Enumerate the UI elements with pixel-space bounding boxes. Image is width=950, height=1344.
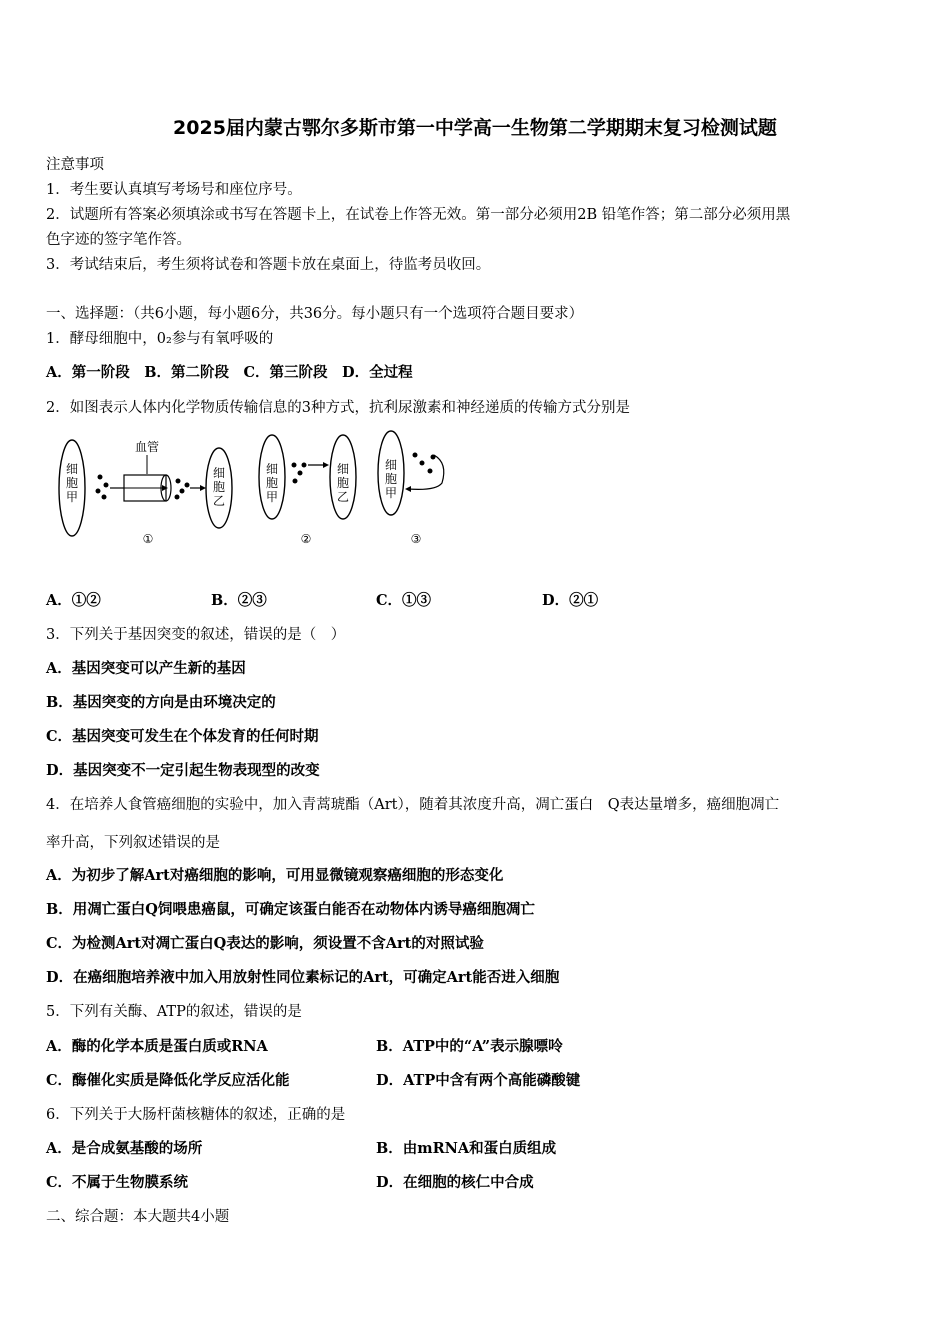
q5-option-a: A．酶的化学本质是蛋白质或RNA bbox=[46, 1038, 268, 1055]
q2-option-c: C．①③ bbox=[376, 592, 432, 609]
molecule-dot bbox=[98, 475, 103, 480]
panel-label-1: ① bbox=[142, 532, 154, 546]
molecule-dot bbox=[180, 489, 185, 494]
exam-title: 2025届内蒙古鄂尔多斯市第一中学高一生物第二学期期末复习检测试题 bbox=[173, 117, 777, 139]
q4-option-a: A．为初步了解Art对癌细胞的影响，可用显微镜观察癌细胞的形态变化 bbox=[46, 867, 504, 884]
notice-heading: 注意事项 bbox=[46, 157, 104, 173]
section2-heading: 二、综合题：本大题共4小题 bbox=[46, 1209, 230, 1225]
autocrine-arrow bbox=[408, 455, 444, 489]
molecule-dot bbox=[293, 479, 298, 484]
notice-item: 色字迹的签字笔作答。 bbox=[46, 232, 191, 248]
molecule-dot bbox=[428, 469, 433, 474]
cell-a-label: 细胞甲 bbox=[265, 462, 279, 504]
q4-option-b: B．用凋亡蛋白Q饲喂患癌鼠，可确定该蛋白能否在动物体内诱导癌细胞凋亡 bbox=[46, 901, 535, 918]
arrow-head bbox=[200, 485, 206, 491]
molecule-dot bbox=[96, 489, 101, 494]
q6-stem: 6．下列关于大肠杆菌核糖体的叙述，正确的是 bbox=[46, 1107, 346, 1123]
q5-stem: 5．下列有关酶、ATP的叙述，错误的是 bbox=[46, 1004, 302, 1020]
notice-item: 3．考试结束后，考生须将试卷和答题卡放在桌面上，待监考员收回。 bbox=[46, 257, 491, 273]
q3-option-b: B．基因突变的方向是由环境决定的 bbox=[46, 694, 276, 711]
q6-option-d: D．在细胞的核仁中合成 bbox=[376, 1174, 534, 1191]
q2-option-a: A．①② bbox=[46, 592, 101, 609]
q5-option-b: B．ATP中的“A”表示腺嘌呤 bbox=[376, 1038, 563, 1055]
q3-stem: 3．下列关于基因突变的叙述，错误的是（ ） bbox=[46, 627, 346, 643]
molecule-dot bbox=[413, 453, 418, 458]
molecule-dot bbox=[292, 463, 297, 468]
q2-option-b: B．②③ bbox=[211, 592, 267, 609]
section1-heading: 一、选择题：（共6小题，每小题6分，共36分。每小题只有一个选项符合题目要求） bbox=[46, 306, 584, 322]
molecule-dot bbox=[298, 471, 303, 476]
q4-stem-line1: 4．在培养人食管癌细胞的实验中，加入青蒿琥酯（Art），随着其浓度升高，凋亡蛋白 Q表达量增多，癌细胞凋亡 bbox=[46, 797, 780, 813]
q3-option-d: D．基因突变不一定引起生物表现型的改变 bbox=[46, 762, 320, 779]
cell-b-label: 细胞乙 bbox=[212, 466, 226, 508]
signal-transmission-diagram bbox=[50, 425, 460, 555]
q6-option-b: B．由mRNA和蛋白质组成 bbox=[376, 1140, 557, 1157]
q5-option-c: C．酶催化实质是降低化学反应活化能 bbox=[46, 1072, 290, 1089]
arrow-head bbox=[323, 462, 329, 468]
q2-figure bbox=[50, 425, 460, 555]
q4-option-c: C．为检测Art对凋亡蛋白Q表达的影响，须设置不含Art的对照试验 bbox=[46, 935, 484, 952]
q6-option-a: A．是合成氨基酸的场所 bbox=[46, 1140, 203, 1157]
q4-stem-line2: 率升高，下列叙述错误的是 bbox=[46, 835, 220, 851]
cell-a-label: 细胞甲 bbox=[65, 462, 79, 504]
molecule-dot bbox=[102, 495, 107, 500]
q3-option-a: A．基因突变可以产生新的基因 bbox=[46, 660, 246, 677]
q5-option-d: D．ATP中含有两个高能磷酸键 bbox=[376, 1072, 581, 1089]
molecule-dot bbox=[185, 483, 190, 488]
cell-a-label: 细胞甲 bbox=[384, 458, 398, 500]
molecule-dot bbox=[175, 495, 180, 500]
molecule-dot bbox=[176, 479, 181, 484]
q1-options: A．第一阶段 B．第二阶段 C．第三阶段 D．全过程 bbox=[46, 364, 413, 381]
q3-option-c: C．基因突变可发生在个体发育的任何时期 bbox=[46, 728, 319, 745]
panel-label-3: ③ bbox=[410, 532, 422, 546]
molecule-dot bbox=[302, 463, 307, 468]
vessel-label: 血管 bbox=[134, 440, 160, 454]
q6-option-c: C．不属于生物膜系统 bbox=[46, 1174, 189, 1191]
molecule-dot bbox=[420, 461, 425, 466]
q1-stem: 1．酵母细胞中，0₂参与有氧呼吸的 bbox=[46, 331, 274, 347]
panel-label-2: ② bbox=[300, 532, 312, 546]
molecule-dot bbox=[104, 483, 109, 488]
q2-stem: 2．如图表示人体内化学物质传输信息的3种方式，抗利尿激素和神经递质的传输方式分别是 bbox=[46, 400, 630, 416]
arrow-head bbox=[405, 486, 411, 492]
notice-item: 2．试题所有答案必须填涂或书写在答题卡上，在试卷上作答无效。第一部分必须用2B 铅笔作答；第二部分必须用黑 bbox=[46, 207, 791, 223]
q2-option-d: D．②① bbox=[542, 592, 599, 609]
cell-b-label: 细胞乙 bbox=[336, 462, 350, 504]
q4-option-d: D．在癌细胞培养液中加入用放射性同位素标记的Art，可确定Art能否进入细胞 bbox=[46, 969, 560, 986]
arrow-head bbox=[162, 485, 168, 491]
notice-item: 1．考生要认真填写考场号和座位序号。 bbox=[46, 182, 302, 198]
